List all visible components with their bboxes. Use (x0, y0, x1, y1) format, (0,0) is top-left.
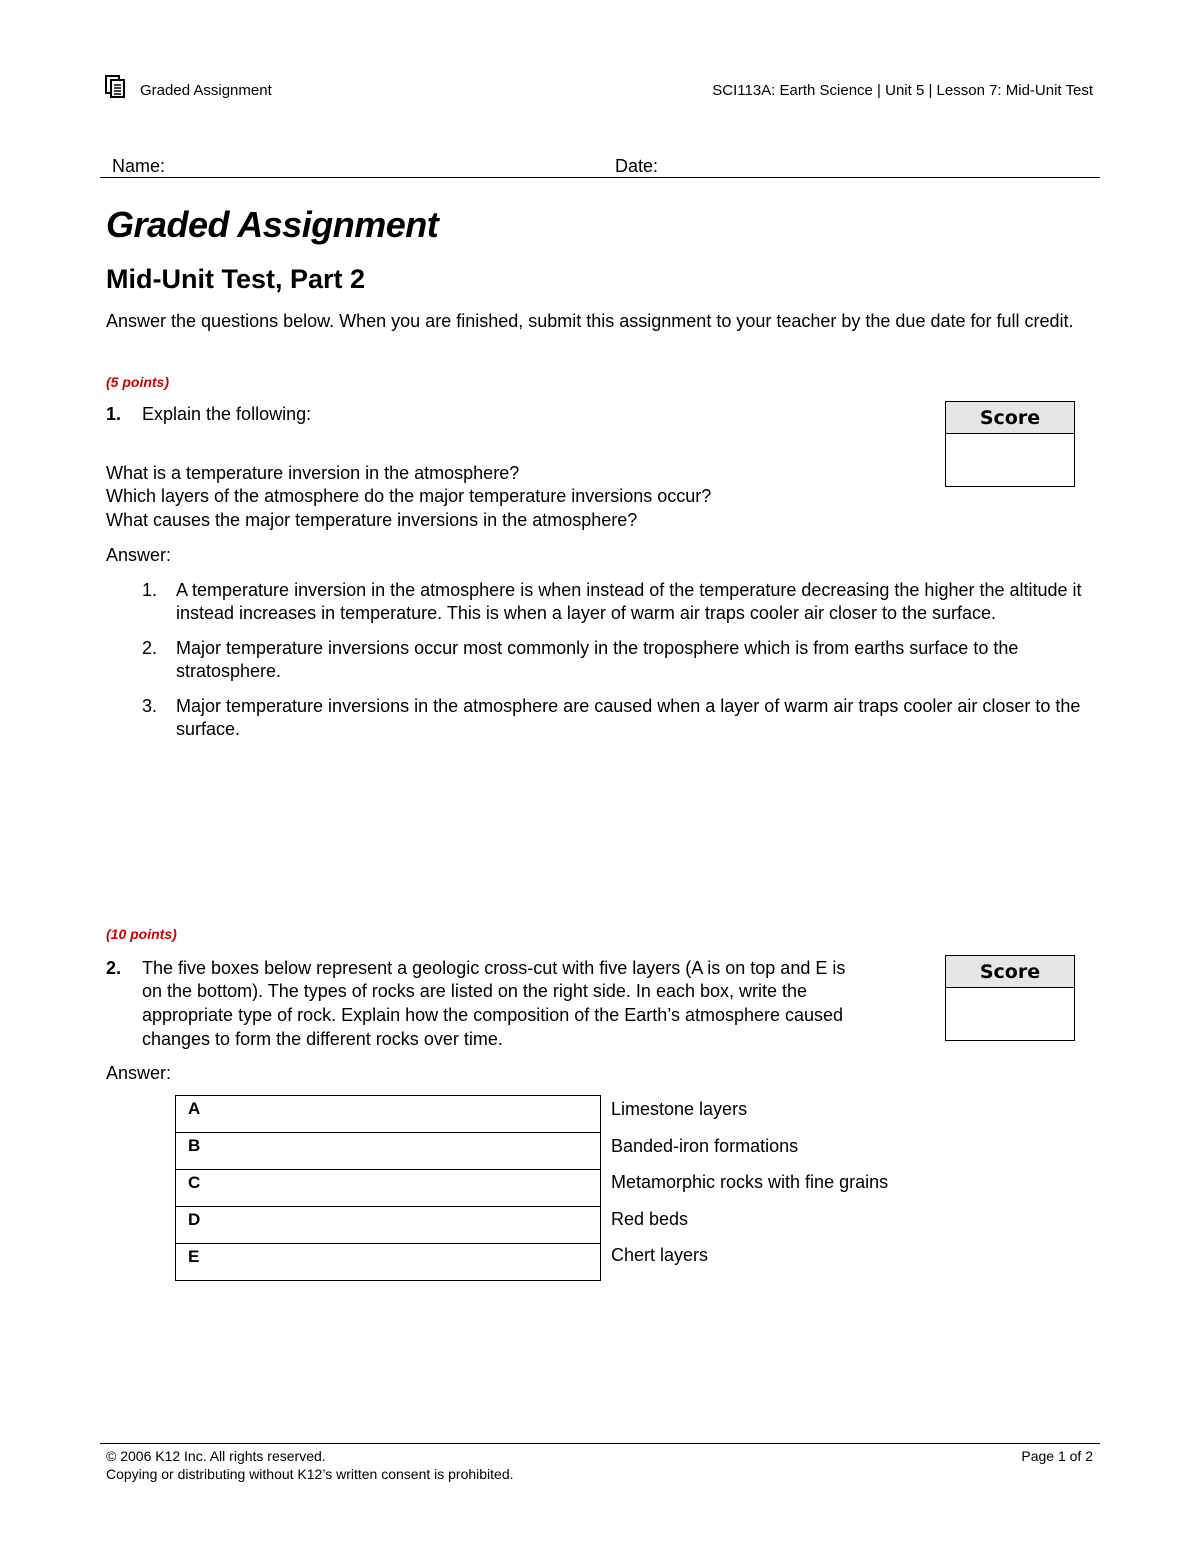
q1-answer-label: Answer: (106, 545, 172, 565)
q2-points: (10 points) (106, 926, 177, 942)
q2-score-label: Score (946, 956, 1074, 988)
q1-prompt (106, 403, 311, 426)
instructions: Answer the questions below. When you are finished, submit this assignment to your teacher by the due date for full credit. (106, 311, 1074, 331)
page-number: Page 1 of 2 (1021, 1448, 1093, 1464)
course-info: SCI113A: Earth Science | Unit 5 | Lesson 7: Mid-Unit Test (712, 82, 1093, 99)
answer-text: Major temperature inversions in the atmosphere are caused when a layer of warm air traps cooler air closer to the surface. (176, 696, 1081, 739)
header-label: Graded Assignment (140, 82, 272, 99)
layer-cell-c[interactable]: C (176, 1170, 601, 1207)
answer-text: A temperature inversion in the atmosphere is when instead of the temperature decreasing the higher the altitude it instead increases in temperature. This is when a layer of warm air traps cooler air closer to the surface. (176, 580, 1082, 623)
name-field-label: Name: (112, 156, 166, 176)
q1-score-label: Score (946, 402, 1074, 434)
rock-type: Banded-iron formations (611, 1135, 799, 1156)
footer-left (106, 1447, 514, 1483)
q1-score-box (945, 401, 1075, 487)
q2-prompt-line: The five boxes below represent a geologic cross-cut with five layers (A is on top and E is (142, 958, 846, 978)
q1-subquestion: What causes the major temperature inversions in the atmosphere? (106, 510, 638, 530)
date-field-label: Date: (615, 156, 659, 176)
footer-divider (100, 1443, 1100, 1444)
layer-table (175, 1095, 601, 1281)
q2-prompt-line: on the bottom). The types of rocks are listed on the right side. In each box, write the (142, 981, 808, 1001)
q2-prompt (106, 957, 845, 980)
answer-number: 1. (142, 580, 158, 600)
q1-points: (5 points) (106, 374, 169, 390)
answer-item (106, 695, 1096, 741)
distribution-notice: Copying or distributing without K12’s written consent is prohibited. (106, 1466, 514, 1482)
layer-cell-d[interactable]: D (176, 1207, 601, 1244)
header-divider (100, 177, 1100, 178)
q1-subquestion: What is a temperature inversion in the atmosphere? (106, 463, 520, 483)
q1-prompt-text: Explain the following: (142, 404, 312, 424)
q1-answer-list (106, 579, 1096, 753)
q2-number: 2. (106, 958, 122, 978)
answer-text: Major temperature inversions occur most commonly in the troposphere which is from earths surface to the stratosphere. (176, 638, 1019, 681)
rock-type: Red beds (611, 1208, 689, 1229)
answer-number: 2. (142, 638, 158, 658)
layer-cell-a[interactable]: A (176, 1096, 601, 1133)
page-title: Graded Assignment (106, 204, 439, 245)
page-subtitle: Mid-Unit Test, Part 2 (106, 264, 366, 294)
answer-item (106, 579, 1096, 625)
copyright-text: © 2006 K12 Inc. All rights reserved. (106, 1448, 326, 1464)
rock-type: Metamorphic rocks with fine grains (611, 1172, 889, 1193)
q1-number: 1. (106, 404, 122, 424)
document-icon (105, 75, 127, 99)
rock-type: Limestone layers (611, 1099, 748, 1119)
answer-number: 3. (142, 696, 158, 716)
answer-item (106, 637, 1096, 683)
layer-cell-e[interactable]: E (176, 1244, 601, 1281)
q2-score-box (945, 955, 1075, 1041)
q1-subquestion: Which layers of the atmosphere do the major temperature inversions occur? (106, 486, 712, 506)
rock-type: Chert layers (611, 1245, 709, 1266)
q2-answer-label: Answer: (106, 1063, 172, 1083)
q2-prompt-line: changes to form the different rocks over time. (142, 1029, 503, 1049)
q2-prompt-line: appropriate type of rock. Explain how the composition of the Earth’s atmosphere caused (142, 1005, 844, 1025)
rock-type-list (611, 1096, 888, 1279)
layer-cell-b[interactable]: B (176, 1133, 601, 1170)
